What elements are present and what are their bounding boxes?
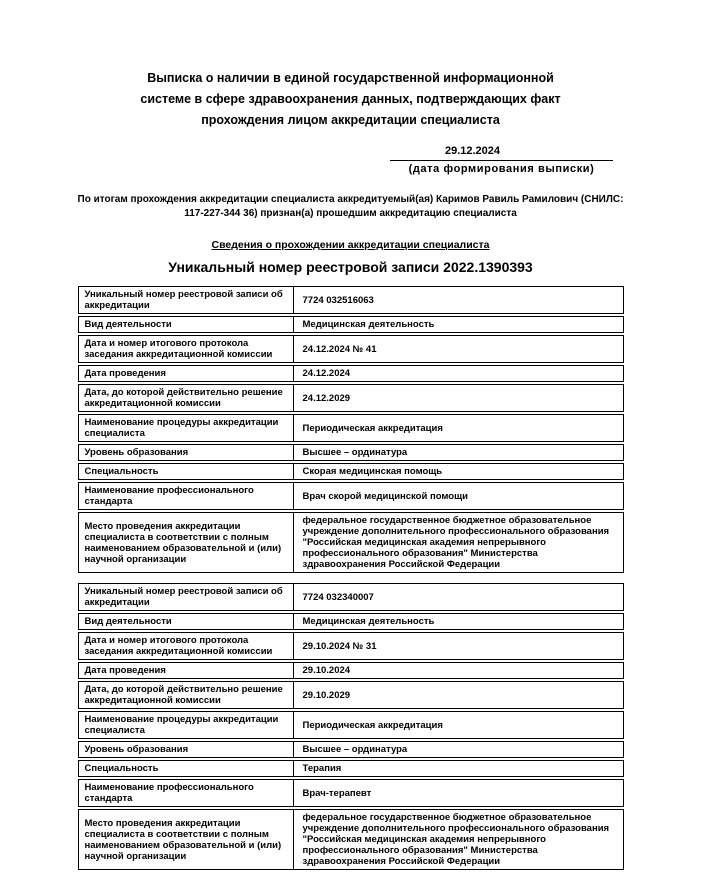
row-label: Уровень образования (79, 445, 294, 460)
table-row (78, 444, 624, 461)
row-label: Специальность (79, 761, 294, 776)
row-label: Уровень образования (79, 742, 294, 757)
row-label: Специальность (79, 464, 294, 479)
table-row (78, 384, 624, 412)
table-row (78, 286, 624, 314)
row-label: Наименование процедуры аккредитации специалиста (79, 415, 294, 441)
row-label: Дата проведения (79, 663, 294, 678)
row-label: Место проведения аккредитации специалиста в соответствии с полным наименованием образовательной и (или) научной организации (79, 810, 294, 869)
table-row (78, 809, 624, 870)
accreditation-table-1 (78, 286, 624, 573)
row-label: Наименование профессионального стандарта (79, 483, 294, 509)
table-row (78, 662, 624, 679)
table-row (78, 760, 624, 777)
table-row (78, 681, 624, 709)
row-value: 29.10.2029 (302, 689, 351, 701)
extract-date: 29.12.2024 (444, 145, 501, 157)
table-row (78, 316, 624, 333)
intro-paragraph: По итогам прохождения аккредитации специалиста аккредитуемый(ая) Каримов Равиль Рамилович (СНИЛС: 117-227-344 36) признан(а) прошедшим аккредитацию специалиста (77, 194, 624, 219)
document-title-line: системе в сфере здравоохранения данных, подтверждающих факт (140, 92, 561, 106)
row-value: Высшее – ординатура (302, 744, 408, 755)
row-label: Наименование процедуры аккредитации специалиста (79, 712, 294, 738)
row-value: Периодическая аккредитация (302, 719, 443, 731)
row-value: 29.10.2024 (302, 665, 351, 676)
row-label: Вид деятельности (79, 317, 294, 332)
registry-number-heading: Уникальный номер реестровой записи 2022.1390393 (168, 259, 533, 275)
extract-date-block (390, 145, 613, 176)
row-value: Медицинская деятельность (302, 616, 435, 627)
row-label: Место проведения аккредитации специалиста в соответствии с полным наименованием образовательной и (или) научной организации (79, 513, 294, 572)
table-row (78, 741, 624, 758)
table-row (78, 335, 624, 363)
row-label: Уникальный номер реестровой записи об аккредитации (79, 584, 294, 610)
table-row (78, 512, 624, 573)
row-value: 24.12.2024 № 41 (302, 343, 377, 355)
row-label: Вид деятельности (79, 614, 294, 629)
table-row (78, 613, 624, 630)
row-value: 29.10.2024 № 31 (302, 640, 377, 652)
section-heading: Сведения о прохождении аккредитации специалиста (211, 239, 490, 251)
row-label: Дата, до которой действительно решение аккредитационной комиссии (79, 682, 294, 708)
table-row (78, 632, 624, 660)
row-value: 24.12.2024 (302, 368, 351, 379)
row-value: Медицинская деятельность (302, 319, 435, 330)
extract-date-caption: (дата формирования выписки) (390, 160, 613, 176)
row-label: Дата и номер итогового протокола заседания аккредитационной комиссии (79, 336, 294, 362)
row-label: Дата и номер итогового протокола заседания аккредитационной комиссии (79, 633, 294, 659)
document-title (0, 68, 701, 131)
row-value: 24.12.2029 (302, 392, 351, 404)
document-title-line: прохождения лицом аккредитации специалиста (201, 113, 500, 127)
row-value: 7724 032340007 (302, 591, 374, 603)
table-row (78, 365, 624, 382)
table-row (78, 711, 624, 739)
row-label: Дата проведения (79, 366, 294, 381)
row-value: федеральное государственное бюджетное образовательное учреждение дополнительного профессионального образования "Российская медицинская академия непрерывного профессионального образования" Министерства здравоохранения Российской Федерации (302, 515, 610, 570)
row-value: Врач скорой медицинской помощи (302, 490, 468, 502)
document-title-line: Выписка о наличии в единой государственной информационной (147, 71, 554, 85)
row-value: Высшее – ординатура (302, 447, 408, 458)
table-row (78, 414, 624, 442)
row-value: Врач-терапевт (302, 787, 372, 799)
row-label: Уникальный номер реестровой записи об аккредитации (79, 287, 294, 313)
table-row (78, 482, 624, 510)
table-row (78, 779, 624, 807)
accreditation-table-2 (78, 583, 624, 870)
row-value: федеральное государственное бюджетное образовательное учреждение дополнительного профессионального образования "Российская медицинская академия непрерывного профессионального образования" Министерства здравоохранения Российской Федерации (302, 812, 610, 867)
row-value: Периодическая аккредитация (302, 422, 443, 434)
row-value: Терапия (302, 763, 342, 774)
table-row (78, 583, 624, 611)
table-row (78, 463, 624, 480)
row-label: Наименование профессионального стандарта (79, 780, 294, 806)
row-value: Скорая медицинская помощь (302, 466, 443, 477)
row-label: Дата, до которой действительно решение аккредитационной комиссии (79, 385, 294, 411)
row-value: 7724 032516063 (302, 294, 374, 306)
